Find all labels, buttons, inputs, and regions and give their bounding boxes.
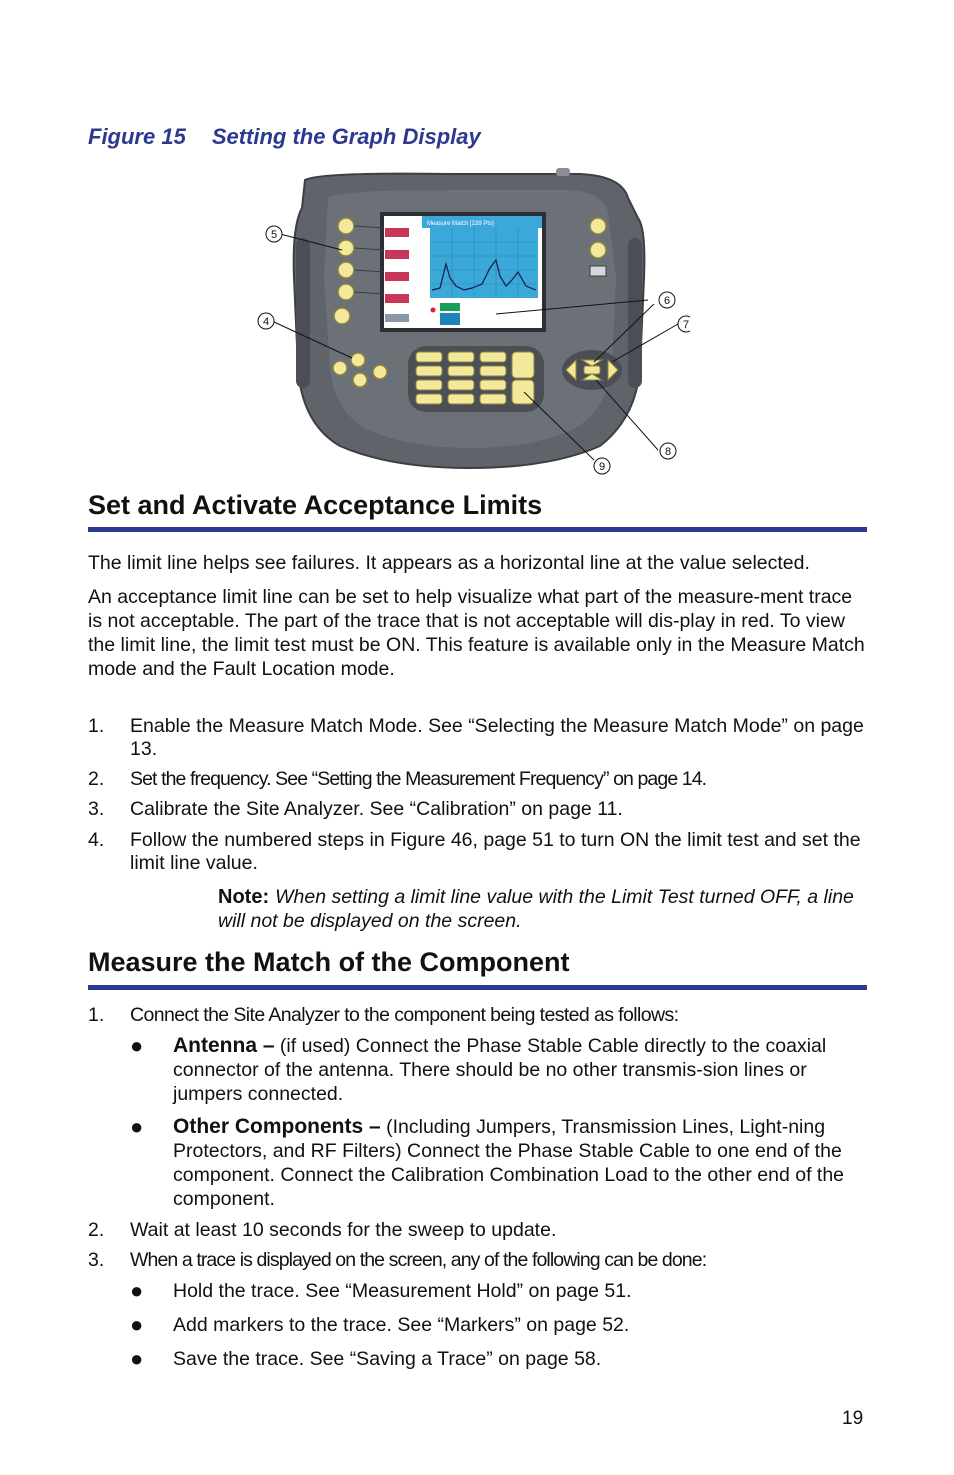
list-text: Enable the Measure Match Mode. See “Selecting the Measure Match Mode” on page 13.	[130, 715, 864, 760]
function-key-a	[351, 353, 365, 367]
list-number: 3.	[88, 1249, 105, 1271]
callout-4-label: 4	[262, 316, 270, 328]
section-heading-acceptance-limits: Set and Activate Acceptance Limits	[88, 490, 543, 520]
bullet-item	[130, 1279, 870, 1303]
enter-key-top	[512, 352, 534, 378]
note-label: Note:	[218, 886, 270, 908]
callout-8-label: 8	[664, 446, 672, 458]
right-switch	[590, 266, 606, 276]
softkey-4	[338, 284, 354, 300]
section-rule	[88, 985, 867, 990]
bullet-dot: ●	[130, 1114, 144, 1139]
list-item	[88, 829, 868, 875]
screen-softkey-label-grey	[385, 314, 409, 322]
screen-header-text: Measure Match [239 Pts]	[427, 221, 494, 227]
figure-title: Setting the Graph Display	[211, 124, 481, 149]
list-text: Connect the Site Analyzer to the component being tested as follows:	[130, 1004, 679, 1026]
bullet-dot: ●	[130, 1278, 144, 1303]
callout-9-label: 9	[598, 461, 606, 473]
page-number: 19	[842, 1408, 864, 1429]
bullet-item	[130, 1034, 870, 1106]
bullet-text: (if used) Connect the Phase Stable Cable directly to the coaxial connector of the antenna. There should be no other transmis-sion lines or jumpers connected.	[173, 1035, 827, 1105]
screen-status-blue	[440, 313, 460, 325]
paragraph: An acceptance limit line can be set to help visualize what part of the measure-ment trace is not acceptable. The part of the trace that is not acceptable will dis-play in red. To view the limit line, the limit test must be ON. This feature is available only in the Measure Match mode and the Fault Location mode.	[88, 586, 865, 680]
bullet-item	[130, 1115, 870, 1211]
list-number: 2.	[88, 768, 105, 790]
bullet-text: Hold the trace. See “Measurement Hold” on page 51.	[173, 1280, 632, 1302]
callout-6-label: 6	[663, 295, 671, 307]
list-text: Calibrate the Site Analyzer. See “Calibration” on page 11.	[130, 798, 623, 820]
softkey-2	[338, 240, 354, 256]
enter-key-bottom	[512, 380, 534, 404]
figure-number: Figure 15	[88, 124, 186, 149]
screen-indicator	[431, 308, 436, 313]
bullet-lead: Other Components –	[173, 1115, 381, 1138]
bullet-dot: ●	[130, 1312, 144, 1337]
list-item	[88, 715, 868, 761]
bullet-dot: ●	[130, 1346, 144, 1371]
paragraph: The limit line helps see failures. It appears as a horizontal line at the value selected.	[88, 552, 810, 574]
list-item	[88, 768, 868, 791]
list-text: When a trace is displayed on the screen, any of the following can be done:	[130, 1249, 707, 1271]
bullet-item	[130, 1347, 870, 1371]
note	[218, 885, 868, 933]
list-text: Follow the numbered steps in Figure 46, page 51 to turn ON the limit test and set the limit line value.	[130, 829, 861, 874]
list-item	[88, 798, 868, 821]
site-analyzer-illustration	[250, 168, 690, 478]
function-key-b	[333, 361, 347, 375]
note-text: When setting a limit line value with the Limit Test turned OFF, a line will not be displayed on the screen.	[218, 886, 854, 932]
list-text: Set the frequency. See “Setting the Measurement Frequency” on page 14.	[130, 768, 707, 790]
list-number: 3.	[88, 798, 105, 820]
softkey-5	[334, 308, 350, 324]
left-grip	[296, 238, 310, 388]
bullet-text: (Including Jumpers, Transmission Lines, Light-ning Protectors, and RF Filters) Connect the Phase Stable Cable to one end of the component. Connect the Calibration Combination Load to the other end of the component.	[173, 1116, 845, 1210]
list-number: 2.	[88, 1219, 105, 1241]
list-number: 4.	[88, 829, 105, 851]
right-grip	[628, 238, 642, 388]
section1-body	[88, 551, 868, 691]
connector-nub	[556, 168, 570, 176]
callout-7-label: 7	[682, 319, 690, 331]
list-text: Wait at least 10 seconds for the sweep to update.	[130, 1219, 557, 1241]
callout-5-label: 5	[270, 229, 278, 241]
softkey-1	[338, 218, 354, 234]
list-item	[88, 1249, 868, 1272]
bullet-lead: Antenna –	[173, 1034, 275, 1057]
bullet-text: Add markers to the trace. See “Markers” on page 52.	[173, 1314, 630, 1336]
list-item	[88, 1004, 868, 1027]
list-item	[88, 1219, 868, 1242]
figure-caption	[88, 124, 481, 150]
bullet-item	[130, 1313, 870, 1337]
list-number: 1.	[88, 715, 105, 737]
directional-pad	[566, 360, 618, 380]
list-number: 1.	[88, 1004, 105, 1026]
function-key-c	[353, 373, 367, 387]
function-key-d	[373, 365, 387, 379]
section-rule	[88, 527, 867, 532]
screen-status-green	[440, 303, 460, 311]
bullet-dot: ●	[130, 1033, 144, 1058]
dpad-center	[584, 366, 600, 374]
softkey-3	[338, 262, 354, 278]
right-key-2	[590, 242, 606, 258]
section-heading-measure-match: Measure the Match of the Component	[88, 947, 570, 977]
bullet-text: Save the trace. See “Saving a Trace” on page 58.	[173, 1348, 602, 1370]
right-key-1	[590, 218, 606, 234]
